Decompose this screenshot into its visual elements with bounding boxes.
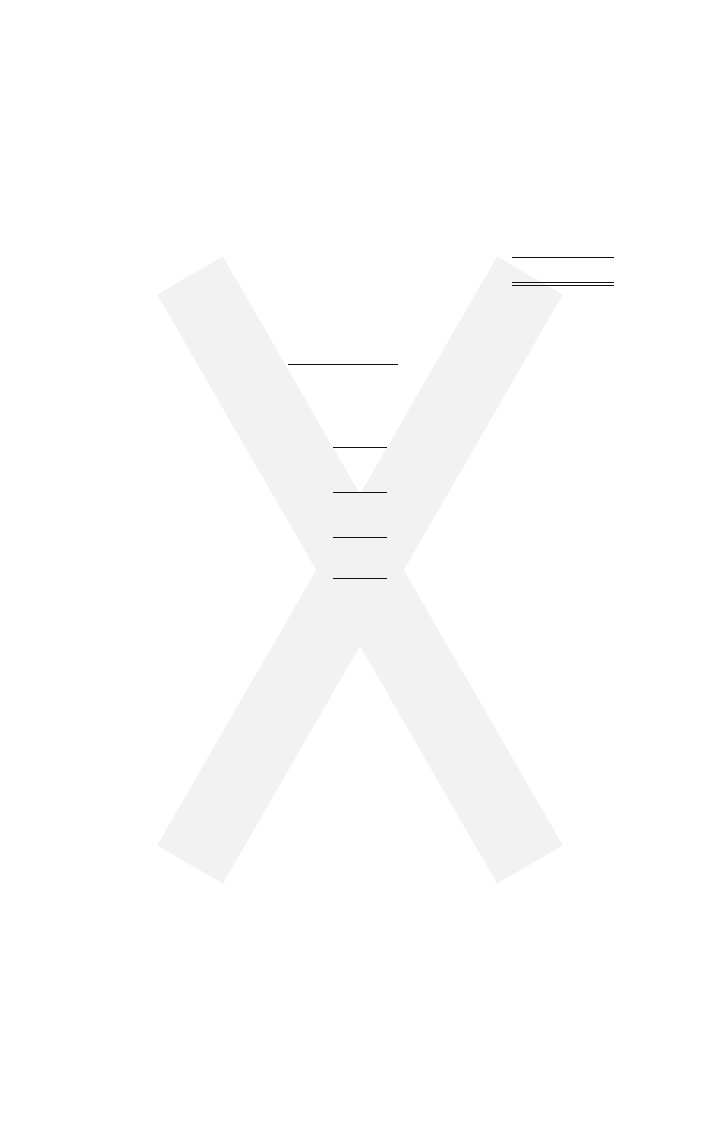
total-rule-1 [512, 282, 614, 283]
dates-rule [333, 578, 387, 579]
audit-rule [333, 492, 387, 493]
total-rule-2 [512, 285, 614, 286]
accountant-rule [333, 537, 387, 538]
title-rule [333, 447, 387, 448]
subtotal-rule [512, 257, 614, 258]
section-divider [288, 364, 398, 365]
